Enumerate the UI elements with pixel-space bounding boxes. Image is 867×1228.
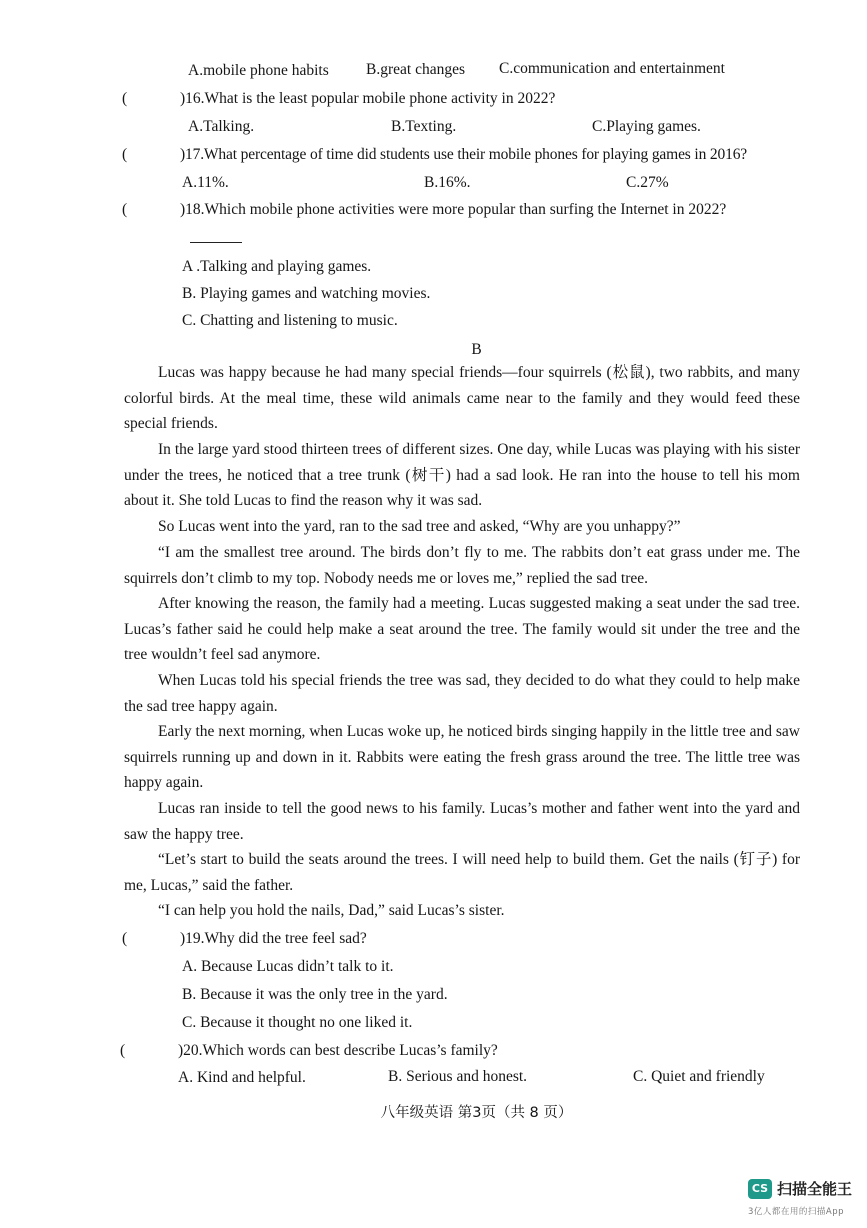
passage-paragraph: Early the next morning, when Lucas woke up, he noticed birds singing happily in the little tree and saw squirrels running up and down in it. Rabbits were eating the fresh grass around the tree. The little tree was happy again. (124, 723, 800, 792)
passage-paragraph: When Lucas told his special friends the tree was sad, they decided to do what they could to help make the sad tree happy again. (124, 672, 800, 715)
answer-bracket[interactable]: ( (122, 90, 128, 107)
answer-bracket[interactable]: ( (122, 930, 128, 947)
passage-paragraph: In the large yard stood thirteen trees of different sizes. One day, while Lucas was playing with his sister under the trees, he noticed that a tree trunk (树干) had a sad look. He ran into the house to tell his mom about it. She told Lucas to find the reason why it was sad. (124, 441, 800, 510)
passage-paragraph: Lucas was happy because he had many special friends—four squirrels (松鼠), two rabbits, and many colorful birds. At the meal time, these wild animals came near to the family and they would feed these special friends. (124, 364, 800, 433)
passage-paragraph: “Let’s start to build the seats around the trees. I will need help to build them. Get the nails (钉子) for me, Lucas,” said the father. (124, 851, 800, 894)
page-footer: 八年级英语 第3页（共 8 页） (380, 1105, 573, 1121)
q20-option-b: B. Serious and honest. (388, 1068, 528, 1085)
q16-option-b: B.Texting. (391, 118, 457, 135)
q15-option-b: B.great changes (366, 61, 465, 78)
scanner-app-name: 扫描全能王 (777, 1180, 853, 1198)
answer-blank-line[interactable] (190, 242, 242, 243)
passage-paragraph: “I can help you hold the nails, Dad,” said Lucas’s sister. (158, 902, 505, 919)
question-18 (122, 200, 726, 220)
q20-option-c: C. Quiet and friendly (633, 1068, 765, 1085)
scanner-watermark (748, 1178, 852, 1199)
answer-bracket[interactable]: ( (122, 201, 128, 218)
q18-option-b: B. Playing games and watching movies. (182, 285, 431, 302)
q19-option-b: B. Because it was the only tree in the yard. (182, 986, 448, 1003)
answer-bracket[interactable]: ( (120, 1042, 126, 1059)
q18-option-a: A .Talking and playing games. (182, 258, 372, 275)
passage-paragraph: So Lucas went into the yard, ran to the sad tree and asked, “Why are you unhappy?” (158, 518, 681, 535)
passage-paragraph: Lucas ran inside to tell the good news to his family. Lucas’s mother and father went into the yard and saw the happy tree. (124, 800, 800, 843)
question-18-stem: )18.Which mobile phone activities were more popular than surfing the Internet in 2022? (180, 201, 727, 218)
q16-option-a: A.Talking. (188, 118, 255, 135)
q17-option-b: B.16%. (424, 174, 471, 191)
q17-option-a: A.11%. (182, 174, 229, 191)
question-17-stem: )17.What percentage of time did students use their mobile phones for playing games in 2016? (180, 146, 748, 163)
question-19 (122, 929, 367, 949)
q15-option-a: A.mobile phone habits (188, 62, 329, 79)
question-17 (122, 145, 747, 165)
q19-option-a: A. Because Lucas didn’t talk to it. (182, 958, 394, 975)
passage-paragraph: “I am the smallest tree around. The birds don’t fly to me. The rabbits don’t eat grass under me. The squirrels don’t climb to my top. Nobody needs me or loves me,” replied the sad tree. (124, 544, 800, 587)
scanner-tagline: 3亿人都在用的扫描App (748, 1207, 845, 1217)
q19-option-c: C. Because it thought no one liked it. (182, 1014, 413, 1031)
question-16 (122, 89, 555, 109)
question-20 (120, 1041, 498, 1061)
q16-option-c: C.Playing games. (592, 118, 701, 135)
passage-paragraph: After knowing the reason, the family had a meeting. Lucas suggested making a seat under the sad tree. Lucas’s father said he could help make a seat around the tree. The family would sit under the tree and the tree wouldn’t feel sad anymore. (124, 595, 800, 664)
scanner-logo-icon: CS (748, 1179, 772, 1199)
answer-bracket[interactable]: ( (122, 146, 128, 163)
q17-option-c: C.27% (626, 174, 669, 191)
question-19-stem: )19.Why did the tree feel sad? (180, 930, 367, 947)
q15-option-c: C.communication and entertainment (499, 60, 725, 77)
q20-option-a: A. Kind and helpful. (178, 1069, 306, 1086)
question-20-stem: )20.Which words can best describe Lucas’s family? (178, 1042, 498, 1059)
question-16-stem: )16.What is the least popular mobile phone activity in 2022? (180, 90, 556, 107)
q18-option-c: C. Chatting and listening to music. (182, 312, 398, 329)
section-heading: B (471, 341, 482, 358)
